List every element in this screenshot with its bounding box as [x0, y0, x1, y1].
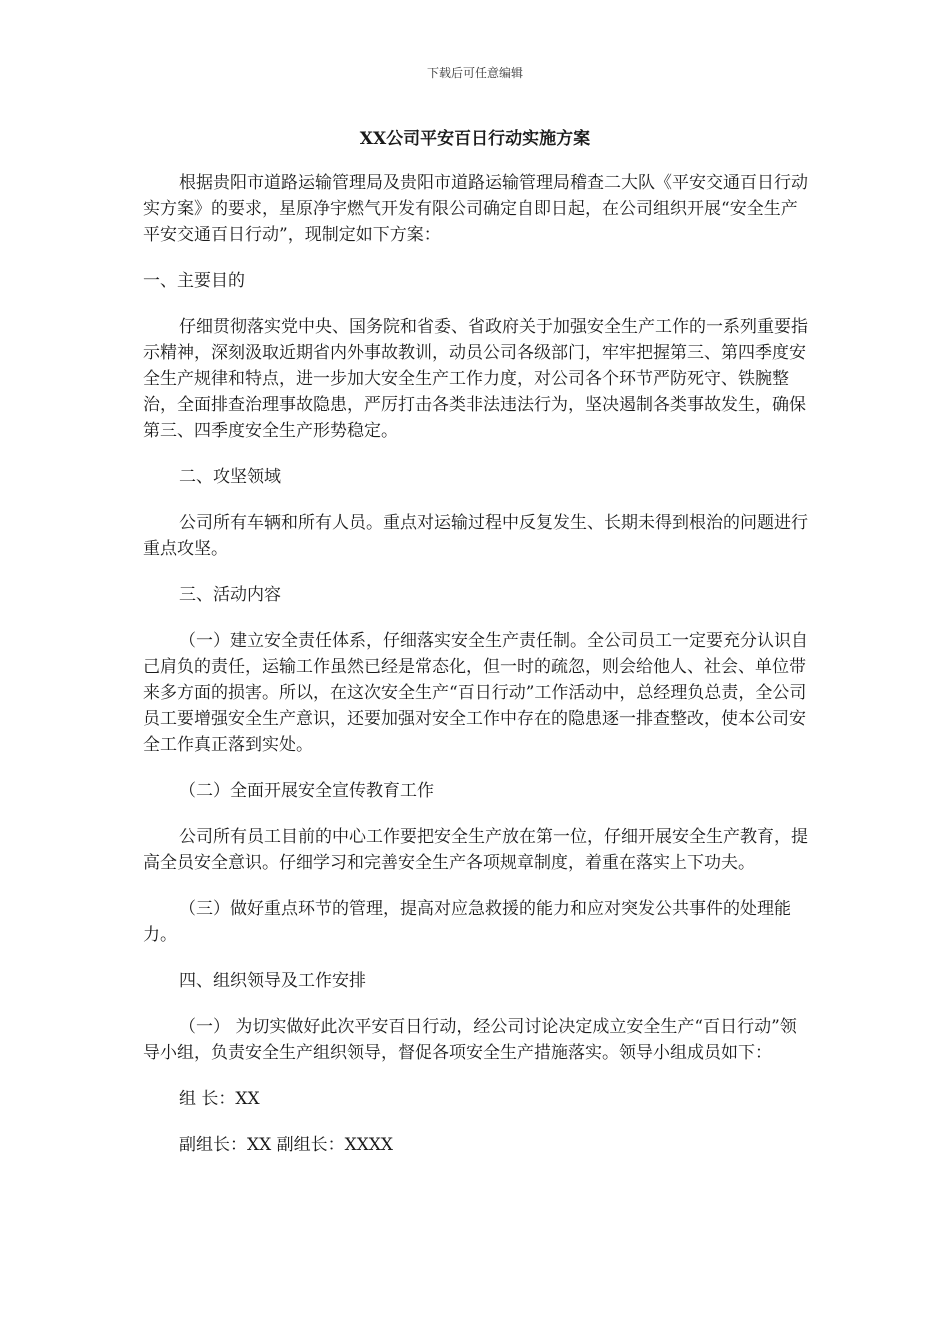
leader-line: 组 长：XX: [179, 1089, 260, 1109]
section-4-heading: 四、组织领导及工作安排: [179, 971, 366, 991]
section-1-heading: 一、主要目的: [143, 271, 245, 291]
section-3-heading: 三、活动内容: [179, 585, 281, 605]
header-note: 下载后可任意编辑: [426, 66, 523, 80]
section-2-heading: 二、攻坚领域: [179, 467, 281, 487]
document-title: XX公司平安百日行动实施方案: [359, 129, 591, 149]
section-2-body: 公司所有车辆和所有人员。重点对运输过程中反复发生、长期未得到根治的问题进行重点攻坚。: [143, 513, 808, 559]
document-body: [143, 170, 808, 1178]
deputy-line: 副组长：XX 副组长：XXXX: [179, 1135, 394, 1155]
section-3-item-2-body: 公司所有员工目前的中心工作要把安全生产放在第一位，仔细开展安全生产教育，提高全员安全意识。仔细学习和完善安全生产各项规章制度，着重在落实上下功夫。: [143, 827, 808, 873]
section-3-item-3: （三）做好重点环节的管理，提高对应急救援的能力和应对突发公共事件的处理能力。: [143, 899, 791, 945]
section-4-item-1: （一） 为切实做好此次平安百日行动，经公司讨论决定成立安全生产“百日行动”领导小组，负责安全生产组织领导，督促各项安全生产措施落实。领导小组成员如下：: [143, 1017, 797, 1063]
intro-paragraph: 根据贵阳市道路运输管理局及贵阳市道路运输管理局稽查二大队《平安交通百日行动实方案》的要求，星原净宇燃气开发有限公司确定自即日起，在公司组织开展“安全生产平安交通百日行动”，现制定如下方案：: [143, 173, 808, 245]
section-3-item-1: （一）建立安全责任体系，仔细落实安全生产责任制。全公司员工一定要充分认识自己肩负的责任，运输工作虽然已经是常态化，但一时的疏忽，则会给他人、社会、单位带来多方面的损害。所以，在这次安全生产“百日行动”工作活动中，总经理负总责，全公司员工要增强安全生产意识，还要加强对安全工作中存在的隐患逐一排查整改，使本公司安全工作真正落到实处。: [143, 631, 808, 755]
section-3-item-2-heading: （二）全面开展安全宣传教育工作: [179, 781, 434, 801]
section-1-body: 仔细贯彻落实党中央、国务院和省委、省政府关于加强安全生产工作的一系列重要指示精神，深刻汲取近期省内外事故教训，动员公司各级部门，牢牢把握第三、第四季度安全生产规律和特点，进一步加大安全生产工作力度，对公司各个环节严防死守、铁腕整治，全面排查治理事故隐患，严厉打击各类非法违法行为，坚决遏制各类事故发生，确保第三、四季度安全生产形势稳定。: [143, 317, 808, 441]
